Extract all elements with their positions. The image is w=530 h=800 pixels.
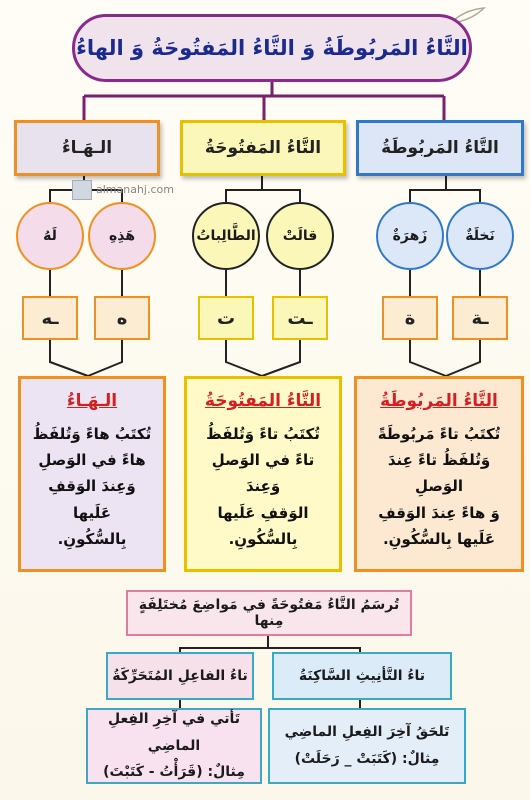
rule-title-ta-marbuta: التَّاءُ المَربُوطَةُ (380, 391, 498, 411)
rule-line: عَلَيها بِالسُّكُونِ. (382, 529, 496, 548)
example-zahra: زَهرَةٌ (376, 202, 444, 270)
rule-line: وَ هاءً عِندَ الوَقفِ (378, 503, 500, 522)
example-lahu: لَهُ (16, 202, 84, 270)
rule-line: وَتُلفَظُ تاءً عِندَ الوَصلِ (387, 451, 491, 496)
rule-title-haa: الـهَـاءُ (66, 391, 118, 411)
rule-line: وَعِندَ الوَقفِ عَلَيها (48, 477, 136, 522)
rule-box-ta-maftouha (184, 376, 342, 572)
rule-box-ta-marbuta (354, 376, 524, 572)
example-qalat: قالَتْ (266, 202, 334, 270)
letter-ta-open-alone: ت (198, 296, 254, 340)
rule-line: تاءً في الوَصلِ وَعِندَ (211, 451, 315, 496)
open-ta-usage-box: تُرسَمُ التَّاءُ مَفتُوحَةً في مَواضِعَ مُختَلِفَةٍ مِنها (126, 590, 412, 636)
letter-ta-open-joined: ـت (272, 296, 328, 340)
subject-ta-description (86, 708, 262, 784)
example-line: مِثالٌ: (كَتَبَتْ _ رَحَلَتْ) (294, 751, 440, 767)
watermark-logo-icon (72, 180, 92, 200)
header-haa: الـهَـاءُ (14, 120, 160, 176)
letter-ta-marbuta-joined: ـة (452, 296, 508, 340)
example-nakhla: نَخلَةٌ (446, 202, 514, 270)
rule-line: الوَقفِ عَلَيها بِالسُّكُونِ. (217, 503, 309, 548)
page-title: التَّاءُ المَربُوطَةُ وَ التَّاءُ المَفتُوحَةُ وَ الهاءُ (72, 14, 472, 82)
rule-line: هاءً في الوَصلِ (38, 451, 146, 469)
header-ta-maftouha: التَّاءُ المَفتُوحَةُ (180, 120, 346, 176)
example-line: مِثالٌ: (قَرَأْتُ - كَتَبْتَ) (103, 764, 245, 781)
example-hadhihi: هَذِهِ (88, 202, 156, 270)
feminine-ta-label: تاءُ التَّأنِيثِ السَّاكِنَةُ (272, 652, 452, 700)
subject-ta-label: تاءُ الفاعِلِ المُتَحَرِّكَةُ (106, 652, 254, 700)
description-line: تَلحَقُ آخِرَ الفِعلِ الماضِي (284, 724, 450, 741)
rule-line: بِالسُّكُونِ. (57, 529, 127, 548)
watermark-text: almanahj.com (96, 183, 174, 196)
rule-line: تُكتَبُ تاءً وَتُلفَظُ (206, 424, 320, 443)
feminine-ta-description (268, 708, 466, 784)
rule-box-haa (18, 376, 166, 572)
header-ta-marbuta: التَّاءُ المَربُوطَةُ (356, 120, 524, 176)
letter-haa-alone: ه (94, 296, 150, 340)
rule-line: تُكتَبُ تاءً مَربُوطَةً (377, 424, 501, 443)
letter-haa-joined: ـه (22, 296, 78, 340)
rule-line: تُكتَبُ هاءً وَتُلفَظُ (32, 424, 152, 443)
letter-ta-marbuta-alone: ة (382, 296, 438, 340)
example-talibat: الطَّالِباتُ (192, 202, 260, 270)
description-line: تَأتي في آخِرِ الفِعلِ الماضِي (107, 711, 240, 754)
rule-title-ta-maftouha: التَّاءُ المَفتُوحَةُ (204, 391, 322, 411)
